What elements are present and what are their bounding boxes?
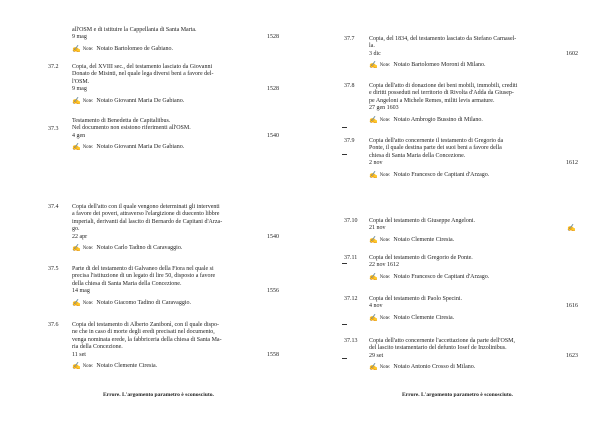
notary-name: Notaio Francesco de Capitani d'Arzago. [393, 273, 490, 280]
entry-text: Copia dell'atto concernente l'accettazione da parte dell'OSM, [369, 338, 516, 344]
entry-text: Copia del testamento di Alberto Zanibonì, con il quale dispo- [72, 322, 219, 328]
entry-text: Copia del testamento di Giuseppe Angeloni. [369, 218, 475, 224]
entry-body [72, 266, 290, 307]
entry-year: 1616 [566, 303, 578, 310]
entry-text: Testamento di Benedetta de Capitaliibus. [72, 118, 171, 124]
entry-year: 1540 [267, 233, 279, 240]
entry-body [369, 338, 587, 372]
entry-text: Ponte, il quale destina parte dei suoi beni a favore della [369, 145, 502, 152]
note-label: Note: [82, 145, 94, 151]
entry-body [72, 64, 290, 105]
entry-number: 37.10 [344, 218, 358, 224]
entry-text: Parte di del testamento di Galvaneo della Fiora nel quale si [72, 266, 214, 272]
entry-year: 1556 [267, 288, 279, 295]
notary-name: Notaio Antonio Crosso di Milano. [393, 364, 476, 371]
entry-number: 37.6 [48, 322, 59, 328]
entry-number: 37.2 [48, 64, 59, 70]
entry-dateline [369, 303, 587, 310]
entry-date: 21 nov [369, 225, 386, 232]
note-label: Note: [379, 117, 391, 123]
entry-year: 1612 [566, 160, 578, 167]
entry-note [72, 144, 290, 151]
entry-text: Nel documento non esistono riferimenti all'OSM. [72, 125, 191, 132]
notary-name: Notaio Clemente Ciresia. [393, 236, 455, 243]
entry-dateline [369, 353, 587, 360]
entry-date: 9 mag [72, 34, 87, 41]
note-label: Note: [379, 237, 391, 243]
margin-dash [342, 324, 347, 325]
entry-dateline [72, 133, 290, 140]
pencil-hand-icon: ✍ [369, 313, 378, 322]
note-label: Note: [379, 63, 391, 69]
entry-number: 37.3 [48, 126, 59, 132]
note-label: Note: [82, 363, 94, 369]
pencil-hand-icon: ✍ [369, 235, 378, 244]
note-label: Note: [379, 274, 391, 280]
entry-body [72, 322, 290, 370]
entry-note [369, 172, 587, 179]
entry-note [369, 364, 587, 371]
entry-date: 27 gen 1603 [369, 105, 399, 112]
entry-text: l'OSM. [72, 78, 90, 85]
right-page [300, 0, 600, 424]
pencil-hand-icon: ✍ [72, 361, 81, 370]
notary-name: Notaio Bartolomeo Moroni di Milano. [393, 62, 486, 69]
entry-text: Donato de Misinti, nel quale lega diversi beni a favore del- [72, 71, 214, 78]
entry-number: 37.13 [344, 338, 358, 344]
entry-body [369, 218, 587, 244]
notary-name: Notaio Clemente Ciresia. [393, 314, 455, 321]
note-label: Note: [82, 245, 94, 251]
notary-name: Notaio Giacomo Tadino di Caravaggio. [96, 299, 192, 306]
entry-body [72, 118, 290, 152]
entry-date: 4 nov [369, 303, 383, 310]
entry-note [72, 245, 290, 252]
entry-year: 1623 [566, 352, 578, 359]
page-footer: Errore. L'argomento parametro è sconosciuto. [402, 392, 513, 398]
entry-text: Copia del testamento di Gregorio de Ponte. [369, 255, 473, 261]
margin-dash [342, 154, 347, 155]
notary-name: Notaio Giovanni Maria De Gabiano. [96, 144, 185, 151]
entry-year: 1528 [267, 86, 279, 93]
entry-text: Copia dell'atto con il quale vengono determinati gli interventi [72, 204, 220, 210]
entry-number: 37.7 [344, 36, 355, 42]
entry-number: 37.9 [344, 138, 355, 144]
entry-note [72, 98, 290, 105]
entry-year: 1540 [267, 132, 279, 139]
entry-dateline [369, 225, 587, 232]
entry-date: 9 mag [72, 86, 87, 93]
entry-date: 22 nov 1612 [369, 262, 399, 269]
entry-number: 37.5 [48, 266, 59, 272]
notary-name: Notaio Giovanni Maria De Gabiano. [96, 97, 185, 104]
entry-date: 29 set [369, 352, 384, 359]
notary-name: Notaio Clemente Ciresia. [96, 362, 158, 369]
entry-number: 37.11 [344, 255, 358, 261]
note-label: Note: [379, 365, 391, 371]
note-label: Note: [379, 172, 391, 178]
entry-text: ne che in caso di morte degli eredi precisati nel documento, [72, 329, 215, 336]
entry-note [72, 363, 290, 370]
entry-text: go. [72, 226, 80, 233]
entry-note [369, 62, 587, 69]
entry-text: chiesa di Santa Maria della Concezione. [369, 152, 466, 159]
entry-date: 11 set [72, 351, 86, 358]
entry-text: Copia, del 1834, del testamento lasciato da Stefano Carnasel- [369, 36, 517, 42]
pencil-hand-icon: ✍ [369, 272, 378, 281]
entry-note [369, 117, 587, 124]
entry-dateline [72, 34, 290, 41]
entry-body [72, 27, 290, 53]
notary-name: Notaio Carlo Tadino di Caravaggio. [96, 244, 183, 251]
entry-dateline [369, 51, 587, 58]
entry-number: 37.8 [344, 83, 355, 89]
entry-text: Copia dell'atto di donazione dei beni mobili, immobili, crediti [369, 83, 518, 89]
entry-date: 2 nov [369, 160, 383, 167]
entry-dateline [369, 105, 587, 112]
entry-body [72, 204, 290, 252]
pencil-hand-icon: ✍ [72, 96, 81, 105]
entry-text: Copia dell'atto concernente il testamento di Gregorio da [369, 138, 504, 144]
entry-text: venga nominata erede, la fabbriceria della chiesa di Santa Ma- [72, 336, 222, 343]
entry-dateline [72, 86, 290, 93]
entry-year: 1528 [267, 34, 279, 41]
page-footer: Errore. L'argomento parametro è sconosciuto. [103, 392, 214, 398]
entry-note [72, 46, 290, 53]
pencil-hand-icon: ✍ [72, 298, 81, 307]
entry-text: a favore dei poveri, attraverso l'elargizione di duecento libbre [72, 211, 220, 218]
entry-dateline [369, 262, 587, 269]
entry-text: Copia del testamento di Paolo Specini. [369, 296, 462, 302]
entry-dateline [369, 160, 587, 167]
pencil-hand-icon: ✍ [72, 143, 81, 152]
entry-body [369, 138, 587, 179]
margin-dash [342, 358, 347, 359]
entry-note [369, 274, 587, 281]
pencil-hand-icon: ✍ [369, 61, 378, 70]
pencil-hand-icon: ✍ [369, 115, 378, 124]
note-label: Note: [82, 300, 94, 306]
margin-dash [342, 127, 347, 128]
entry-body [369, 296, 587, 322]
entry-text: imperiali, derivanti dal lascito di Bernardo de Capitani d'Arza- [72, 218, 223, 225]
entry-body [369, 83, 587, 124]
pencil-hand-icon: ✍ [72, 243, 81, 252]
entry-text: ria della Concezione. [72, 344, 123, 351]
entry-text: precisa l'istituzione di un legato di lire 50, disposto a favore [72, 273, 216, 280]
entry-text: e diritti posseduti nel territorio di Rivolta d'Adda da Giusep- [369, 90, 514, 97]
entry-date: 14 mag [72, 288, 90, 295]
pencil-hand-icon: ✍ [72, 44, 81, 53]
entry-text: della chiesa di Santa Maria della Concezione. [72, 280, 182, 287]
entry-dateline [72, 288, 290, 295]
entry-text: la. [369, 43, 375, 50]
entry-note [369, 315, 587, 322]
entry-year: 1558 [267, 351, 279, 358]
entry-note [369, 237, 587, 244]
entry-text: del lascito testamentario del defunto Iosef de Inzolinibus. [369, 345, 507, 352]
pencil-hand-icon: ✍ [567, 224, 576, 233]
entry-date: 3 dic [369, 50, 381, 57]
entry-note [72, 300, 290, 307]
entry-body [369, 255, 587, 281]
entry-text: pe Angeloni a Michele Remes, militi levis armature. [369, 97, 495, 104]
entry-number: 37.12 [344, 296, 358, 302]
entry-text: Copia, del XVIII sec., del testamento lasciato da Giovanni [72, 64, 213, 70]
note-label: Note: [82, 98, 94, 104]
entry-number: 37.4 [48, 204, 59, 210]
notary-name: Notaio Ambrogio Bussino di Milano. [393, 116, 483, 123]
entry-dateline [72, 234, 290, 241]
entry-body [369, 36, 587, 70]
pencil-hand-icon: ✍ [369, 363, 378, 372]
note-label: Note: [379, 315, 391, 321]
entry-dateline [72, 352, 290, 359]
pencil-hand-icon: ✍ [369, 170, 378, 179]
entry-date: 22 apr [72, 233, 88, 240]
notary-name: Notaio Bartolomeo de Gabiano. [96, 45, 174, 52]
margin-dash [342, 263, 347, 264]
notary-name: Notaio Francesco de Capitani d'Arzago. [393, 171, 490, 178]
note-label: Note: [82, 46, 94, 52]
entry-date: 4 gen [72, 132, 86, 139]
entry-text: all'OSM e di istituire la Cappellania di Santa Marta. [72, 27, 197, 33]
entry-year: 1602 [566, 50, 578, 57]
